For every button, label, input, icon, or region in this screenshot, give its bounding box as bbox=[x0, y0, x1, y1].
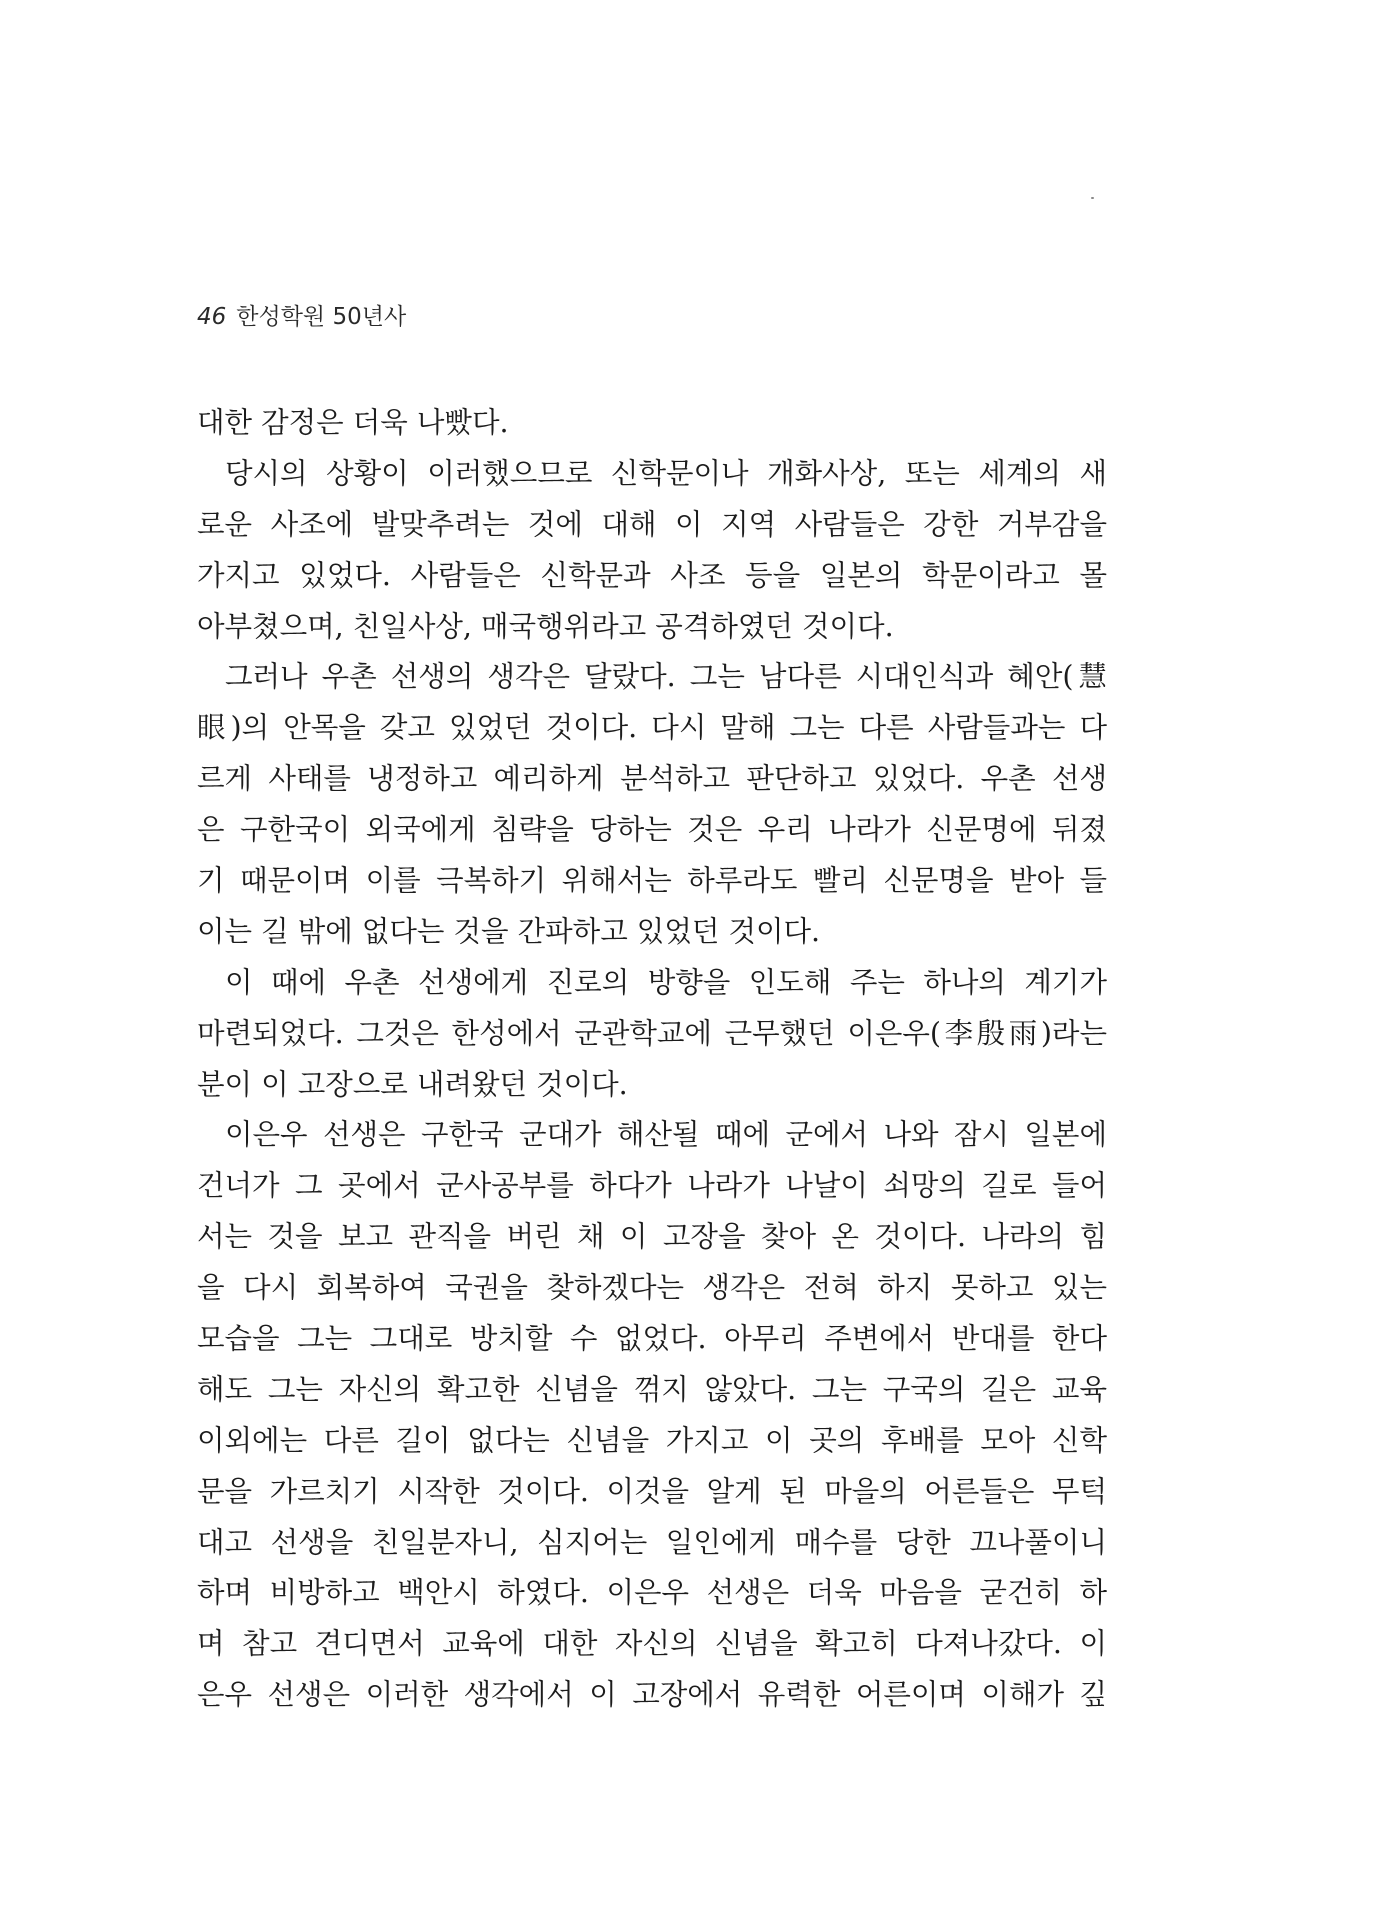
text-line: 대고 선생을 친일분자니, 심지어는 일인에게 매수를 당한 끄나풀이니 bbox=[197, 1525, 1107, 1559]
text-line: 은우 선생은 이러한 생각에서 이 고장에서 유력한 어른이며 이해가 깊 bbox=[197, 1678, 1107, 1712]
text-line: 문을 가르치기 시작한 것이다. 이것을 알게 된 마을의 어른들은 무턱 bbox=[197, 1474, 1107, 1508]
book-title: 한성학원 50년사 bbox=[236, 304, 407, 330]
text-line: 마련되었다. 그것은 한성에서 군관학교에 근무했던 이은우(李殷雨)라는 bbox=[197, 1016, 1107, 1050]
text-line: 가지고 있었다. 사람들은 신학문과 사조 등을 일본의 학문이라고 몰 bbox=[197, 558, 1107, 592]
text-line: 로운 사조에 발맞추려는 것에 대해 이 지역 사람들은 강한 거부감을 bbox=[197, 507, 1107, 541]
text-line: 하며 비방하고 백안시 하였다. 이은우 선생은 더욱 마음을 굳건히 하 bbox=[197, 1576, 1107, 1610]
scan-speck bbox=[1091, 197, 1094, 199]
text-line: 이외에는 다른 길이 없다는 신념을 가지고 이 곳의 후배를 모아 신학 bbox=[197, 1423, 1107, 1457]
text-line: 은 구한국이 외국에게 침략을 당하는 것은 우리 나라가 신문명에 뒤졌 bbox=[197, 813, 1107, 847]
text-line: 그러나 우촌 선생의 생각은 달랐다. 그는 남다른 시대인식과 혜안(慧 bbox=[225, 660, 1107, 694]
text-line: 당시의 상황이 이러했으므로 신학문이나 개화사상, 또는 세계의 새 bbox=[225, 456, 1107, 490]
text-line: 며 참고 견디면서 교육에 대한 자신의 신념을 확고히 다져나갔다. 이 bbox=[197, 1627, 1107, 1661]
text-line: 을 다시 회복하여 국권을 찾하겠다는 생각은 전혀 하지 못하고 있는 bbox=[197, 1271, 1107, 1305]
text-line: 해도 그는 자신의 확고한 신념을 꺾지 않았다. 그는 구국의 길은 교육 bbox=[197, 1372, 1107, 1406]
text-line: 아부쳤으며, 친일사상, 매국행위라고 공격하였던 것이다. bbox=[197, 609, 894, 643]
text-line: 모습을 그는 그대로 방치할 수 없었다. 아무리 주변에서 반대를 한다 bbox=[197, 1322, 1107, 1356]
page-number: 46 bbox=[197, 304, 227, 330]
page-header bbox=[197, 298, 406, 331]
text-line: 건너가 그 곳에서 군사공부를 하다가 나라가 나날이 쇠망의 길로 들어 bbox=[197, 1169, 1107, 1203]
text-line: 이 때에 우촌 선생에게 진로의 방향을 인도해 주는 하나의 계기가 bbox=[225, 965, 1107, 999]
text-line: 이은우 선생은 구한국 군대가 해산될 때에 군에서 나와 잠시 일본에 bbox=[225, 1118, 1107, 1152]
text-line: 이는 길 밖에 없다는 것을 간파하고 있었던 것이다. bbox=[197, 914, 821, 948]
body-text bbox=[197, 398, 1107, 1721]
text-line: 眼)의 안목을 갖고 있었던 것이다. 다시 말해 그는 다른 사람들과는 다 bbox=[197, 711, 1107, 745]
text-line: 르게 사태를 냉정하고 예리하게 분석하고 판단하고 있었다. 우촌 선생 bbox=[197, 762, 1107, 796]
text-line: 기 때문이며 이를 극복하기 위해서는 하루라도 빨리 신문명을 받아 들 bbox=[197, 864, 1107, 898]
text-line: 서는 것을 보고 관직을 버린 채 이 고장을 찾아 온 것이다. 나라의 힘 bbox=[197, 1220, 1107, 1254]
text-line: 대한 감정은 더욱 나빴다. bbox=[197, 406, 509, 439]
text-line: 분이 이 고장으로 내려왔던 것이다. bbox=[197, 1067, 628, 1101]
